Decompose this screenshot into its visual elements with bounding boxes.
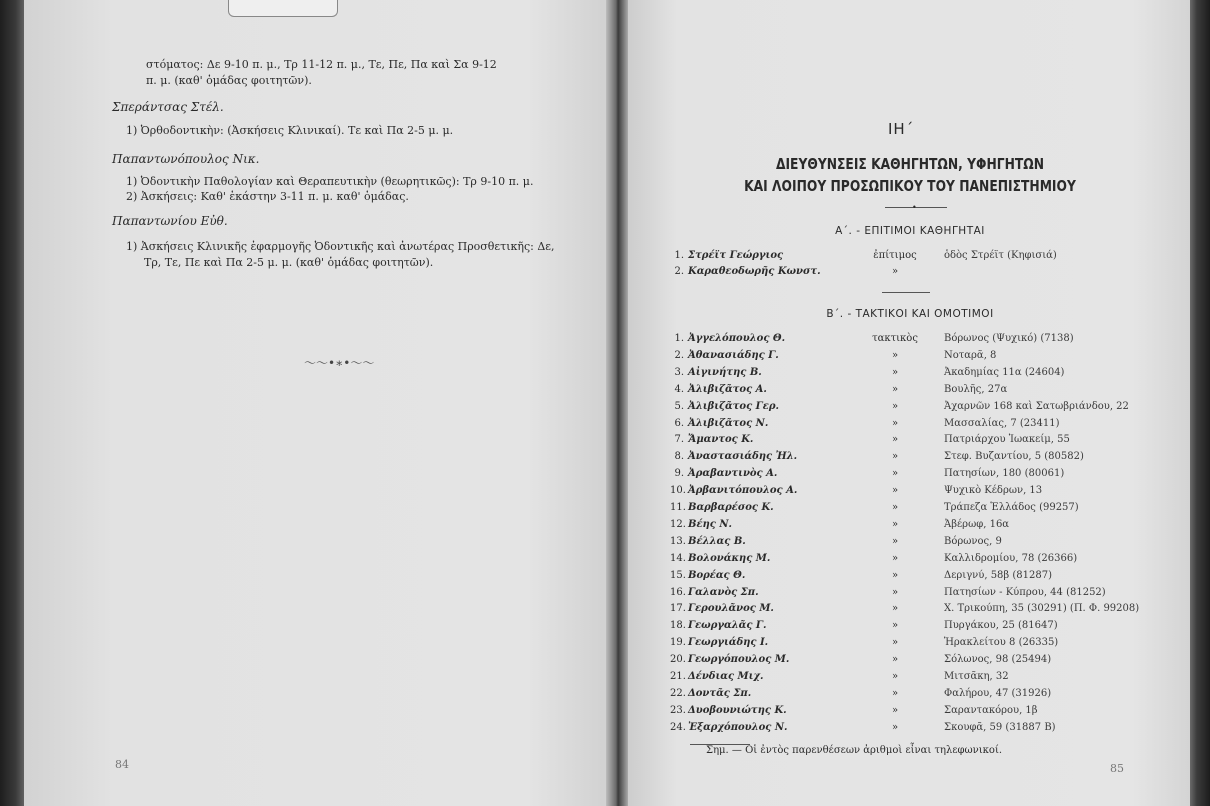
row-number: 8. <box>674 451 684 463</box>
book-cover-edge-left <box>0 0 26 806</box>
table-row <box>670 586 1106 604</box>
person-name: Ἄμαντος Κ. <box>688 434 754 446</box>
left-head-3: Παπαντωνίου Εὐθ. <box>112 214 228 228</box>
book-gutter <box>606 0 628 806</box>
table-row <box>670 688 1070 705</box>
left-line-3: 1) Ὀρθοδοντικὴν: (Ἀσκήσεις Κλινικαί). Τε καὶ Πα 2-5 μ. μ. <box>126 124 454 137</box>
row-number: 11. <box>670 502 686 513</box>
row-number: 19. <box>670 637 686 649</box>
row-number: 3. <box>674 366 684 378</box>
address: Μιτσᾶκη, 32 <box>944 671 1009 682</box>
section-a-heading: Α΄. - ΕΠΙΤΙΜΟΙ ΚΑΘΗΓΗΤΑΙ <box>835 225 985 237</box>
rank: » <box>891 535 899 547</box>
person-name: Ἀλιβιζᾶτος Α. <box>688 383 767 395</box>
rank: » <box>891 620 899 632</box>
table-row <box>670 620 1070 637</box>
title-line-1: ΔΙΕΥΘΥΝΣΕΙΣ ΚΑΘΗΓΗΤΩΝ, ΥΦΗΓΗΤΩΝ <box>775 155 1045 173</box>
row-number: 9. <box>674 468 684 480</box>
rank: » <box>891 704 899 716</box>
table-row <box>670 434 1070 451</box>
left-line-2: π. μ. (καθ' ὁμάδας φοιτητῶν). <box>146 74 312 87</box>
page-number-right: 85 <box>1110 762 1124 775</box>
table-row <box>670 384 1070 401</box>
person-name: Γεωργιάδης Ι. <box>688 637 769 649</box>
left-line-5: 2) Ἀσκήσεις: Καθ' ἑκάστην 3-11 π. μ. καθ' ὁμάδας. <box>126 190 409 203</box>
table-row <box>670 367 1070 384</box>
row-number: 21. <box>670 671 686 682</box>
chapter-numeral: ΙΗ΄ <box>888 120 915 138</box>
person-name: Ἐξαρχόπουλος Ν. <box>688 721 788 733</box>
row-number: 18. <box>670 620 686 632</box>
person-name: Γαλανὸς Σπ. <box>688 586 759 598</box>
person-name: Ἀλιβιζᾶτος Ν. <box>688 417 769 429</box>
address: Ἀβέρωφ, 16α <box>944 518 1010 530</box>
rank: » <box>891 552 899 564</box>
table-row <box>670 705 1070 722</box>
person-name: Ἀρβανιτόπουλος Α. <box>688 485 798 497</box>
rank: » <box>891 687 899 699</box>
rank: ἐπίτιμος <box>873 250 917 261</box>
address: Ἡρακλείτου 8 (26335) <box>944 637 1059 649</box>
address: ὁδὸς Στρέϊτ (Κηφισιά) <box>944 250 1057 261</box>
person-name: Βέης Ν. <box>688 518 732 530</box>
address: Σαραντακόρου, 1β <box>944 704 1038 716</box>
address: Βουλῆς, 27α <box>944 383 1008 395</box>
left-line-7: Τρ, Τε, Πε καὶ Πα 2-5 μ. μ. (καθ' ὁμάδας φοιτητῶν). <box>144 256 434 269</box>
rank: » <box>891 383 899 395</box>
person-name: Ἀγγελόπουλος Θ. <box>688 333 786 344</box>
footnote: Σημ. — Οἱ ἐντὸς παρενθέσεων ἀριθμοὶ εἶναι τηλεφωνικοί. <box>706 745 1003 756</box>
address: Δεριγνύ, 58β (81287) <box>944 569 1052 581</box>
row-number: 15. <box>670 569 686 581</box>
table-row <box>670 266 1070 283</box>
row-number: 12. <box>670 518 686 530</box>
table-row <box>670 502 1079 519</box>
rank: » <box>891 485 899 497</box>
rank: » <box>891 502 899 513</box>
address: Ἀχαρνῶν 168 καὶ Σατωβριάνδου, 22 <box>944 400 1129 412</box>
table-row <box>670 250 1070 267</box>
row-number: 1. <box>674 250 684 261</box>
person-name: Ἀλιβιζᾶτος Γερ. <box>688 400 779 412</box>
address: Πυργάκου, 25 (81647) <box>944 620 1058 632</box>
person-name: Βέλλας Β. <box>688 535 746 547</box>
address: Πατησίων, 180 (80061) <box>944 468 1065 480</box>
address: Σόλωνος, 98 (25494) <box>944 654 1052 666</box>
address: Πατριάρχου Ἰωακείμ, 55 <box>944 434 1070 446</box>
row-number: 1. <box>674 333 684 344</box>
book-cover-edge-right <box>1188 0 1210 806</box>
left-line-6: 1) Ἀσκήσεις Κλινικῆς ἐφαρμογῆς Ὀδοντικῆς καὶ ἀνωτέρας Προσθετικῆς: Δε, <box>126 240 555 253</box>
table-row <box>670 519 1070 536</box>
rank: » <box>891 266 899 277</box>
rank: » <box>891 603 899 615</box>
person-name: Δένδιας Μιχ. <box>688 671 764 682</box>
row-number: 17. <box>670 603 686 615</box>
rank: » <box>891 366 899 378</box>
page-clip <box>228 0 338 17</box>
row-number: 2. <box>674 349 684 361</box>
person-name: Στρέϊτ Γεώργιος <box>688 250 784 261</box>
address: Νοταρᾶ, 8 <box>944 349 997 361</box>
address: Βόρωνος (Ψυχικό) (7138) <box>944 333 1074 344</box>
title-line-2: ΚΑΙ ΛΟΙΠΟΥ ΠΡΟΣΩΠΙΚΟΥ ΤΟΥ ΠΑΝΕΠΙΣΤΗΜΙΟΥ <box>744 177 1076 195</box>
ornament: 〜〜•∗•〜〜 <box>304 356 375 370</box>
table-row <box>670 468 1070 485</box>
address: Καλλιδρομίου, 78 (26366) <box>944 552 1078 564</box>
row-number: 2. <box>674 266 684 277</box>
address: Σκουφᾶ, 59 (31887 Β) <box>944 721 1056 733</box>
person-name: Δοντᾶς Σπ. <box>688 687 752 699</box>
table-row <box>670 637 1070 654</box>
table-row <box>670 570 1070 587</box>
row-number: 23. <box>670 704 686 716</box>
row-number: 13. <box>670 535 686 547</box>
table-row <box>670 485 1070 502</box>
row-number: 24. <box>670 721 686 733</box>
person-name: Δυοβουνιώτης Κ. <box>688 704 787 716</box>
person-name: Καραθεοδωρῆς Κωνστ. <box>688 266 821 277</box>
person-name: Γεωργόπουλος Μ. <box>688 654 790 666</box>
person-name: Γεωργαλᾶς Γ. <box>688 620 767 632</box>
left-head-1: Σπεράντσας Στέλ. <box>112 100 224 114</box>
row-number: 6. <box>674 417 684 429</box>
left-line-4: 1) Ὀδοντικὴν Παθολογίαν καὶ Θεραπευτικὴν (θεωρητικῶς): Τρ 9-10 π. μ. <box>126 175 534 188</box>
left-page <box>24 0 616 806</box>
section-a-rule <box>882 292 930 293</box>
row-number: 14. <box>670 552 686 564</box>
table-row <box>670 418 1070 435</box>
table-row <box>670 654 1070 671</box>
table-row <box>670 350 1070 367</box>
row-number: 4. <box>674 383 684 395</box>
rank: » <box>891 654 899 666</box>
rank: » <box>891 451 899 463</box>
page-number-left: 84 <box>115 758 129 771</box>
section-b-heading: Β΄. - ΤΑΚΤΙΚΟΙ ΚΑΙ ΟΜΟΤΙΜΟΙ <box>826 308 994 320</box>
row-number: 16. <box>670 586 686 598</box>
rank: » <box>891 586 899 598</box>
address: Φαλήρου, 47 (31926) <box>944 687 1052 699</box>
table-row <box>670 552 1078 570</box>
row-number: 20. <box>670 654 686 666</box>
row-number: 22. <box>670 687 686 699</box>
person-name: Ἀναστασιάδης Ἠλ. <box>688 451 798 463</box>
rank: » <box>891 417 899 429</box>
person-name: Ἀθανασιάδης Γ. <box>688 349 779 361</box>
table-row <box>670 722 1070 739</box>
address: Τράπεζα Ἑλλάδος (99257) <box>944 502 1079 513</box>
rank: » <box>891 637 899 649</box>
table-row <box>670 451 1084 468</box>
table-row <box>670 603 1140 620</box>
person-name: Ἀραβαντινὸς Α. <box>688 468 778 480</box>
row-number: 5. <box>674 400 684 412</box>
table-row <box>670 333 1074 350</box>
rank: » <box>891 671 899 682</box>
table-row <box>670 671 1070 688</box>
row-number: 7. <box>674 434 684 446</box>
row-number: 10. <box>670 485 686 497</box>
person-name: Βορέας Θ. <box>688 569 746 581</box>
address: Βόρωνος, 9 <box>944 535 1002 547</box>
table-row <box>670 400 1129 418</box>
rank: » <box>891 569 899 581</box>
title-rule-dot: • <box>912 203 917 212</box>
rank: » <box>891 434 899 446</box>
address: Ψυχικὸ Κέδρων, 13 <box>944 485 1043 497</box>
person-name: Βαρβαρέσος Κ. <box>688 502 774 513</box>
person-name: Βολονάκης Μ. <box>688 552 771 564</box>
address: Χ. Τρικούπη, 35 (30291) (Π. Φ. 99208) <box>944 603 1140 615</box>
rank: » <box>891 400 899 412</box>
rank: » <box>891 349 899 361</box>
rank: » <box>891 468 899 480</box>
address: Ἀκαδημίας 11α (24604) <box>944 366 1065 378</box>
address: Πατησίων - Κύπρου, 44 (81252) <box>944 586 1106 598</box>
person-name: Αἰγινήτης Β. <box>688 366 762 378</box>
person-name: Γερουλᾶνος Μ. <box>688 603 774 615</box>
rank: » <box>891 518 899 530</box>
table-row <box>670 536 1070 553</box>
address: Στεφ. Βυζαντίου, 5 (80582) <box>944 451 1084 463</box>
left-line-1: στόματος: Δε 9-10 π. μ., Τρ 11-12 π. μ., Τε, Πε, Πα καὶ Σα 9-12 <box>146 58 497 71</box>
rank: τακτικὸς <box>872 333 918 344</box>
address: Μασσαλίας, 7 (23411) <box>944 417 1060 429</box>
left-head-2: Παπαντωνόπουλος Νικ. <box>112 152 260 166</box>
rank: » <box>891 721 899 733</box>
